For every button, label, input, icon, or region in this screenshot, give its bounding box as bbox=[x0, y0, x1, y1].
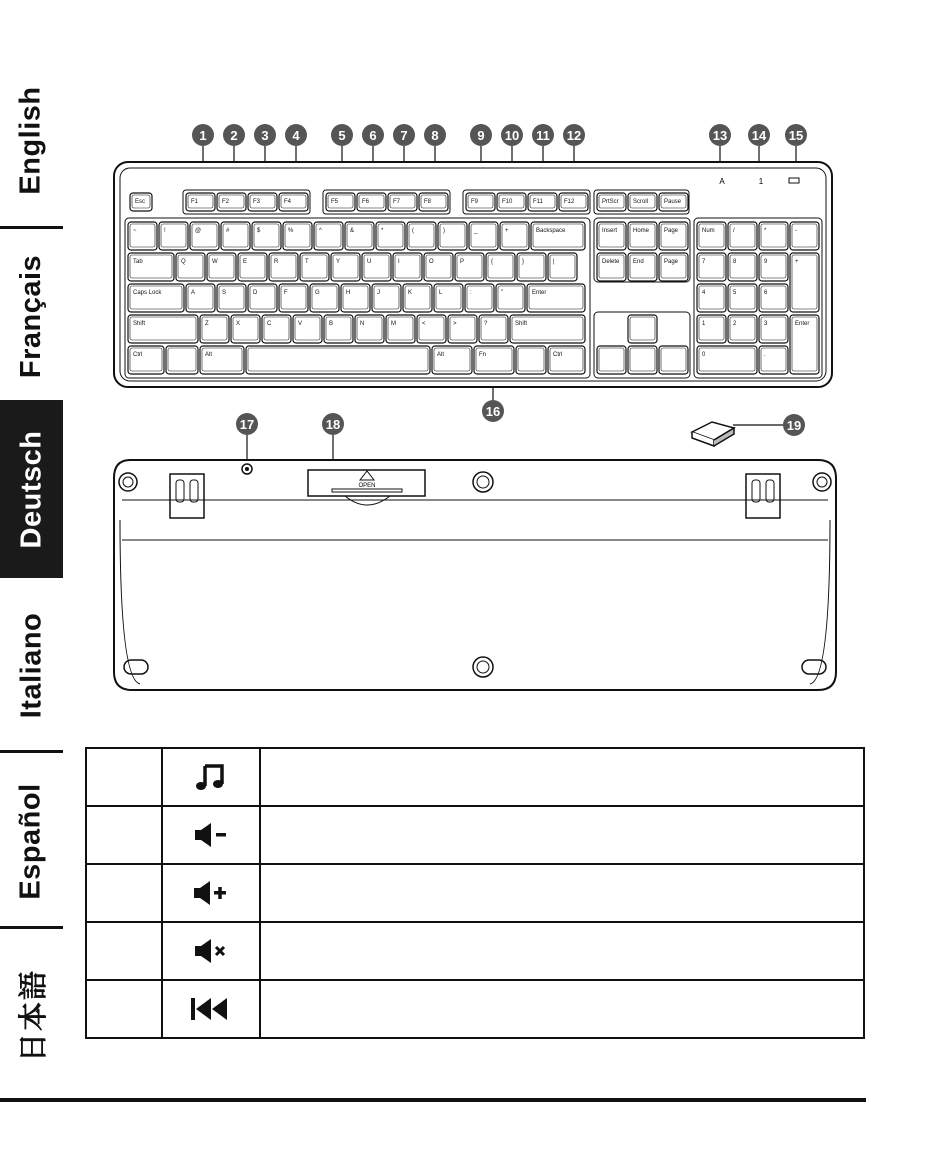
svg-text:F2: F2 bbox=[222, 199, 230, 205]
svg-text:10: 10 bbox=[504, 128, 520, 143]
callout-14 bbox=[748, 124, 770, 146]
svg-text:9: 9 bbox=[764, 259, 768, 265]
table-cell-number bbox=[86, 806, 162, 864]
key-f2 bbox=[217, 193, 246, 211]
svg-text:Fn: Fn bbox=[479, 352, 487, 358]
key bbox=[186, 284, 215, 312]
svg-text:Y: Y bbox=[336, 259, 341, 265]
svg-text:?: ? bbox=[484, 321, 488, 327]
svg-text:0: 0 bbox=[702, 352, 706, 358]
svg-text:F12: F12 bbox=[564, 199, 575, 205]
svg-text:%: % bbox=[288, 228, 294, 234]
svg-text:E: E bbox=[243, 259, 248, 265]
key-f1 bbox=[186, 193, 215, 211]
key bbox=[386, 315, 415, 343]
svg-text:I: I bbox=[398, 259, 400, 265]
key bbox=[176, 253, 205, 281]
svg-text:S: S bbox=[222, 290, 227, 296]
key-num-enter bbox=[790, 315, 819, 374]
callout-7 bbox=[393, 124, 415, 146]
key bbox=[469, 222, 498, 250]
function-table bbox=[85, 747, 865, 1039]
key-num bbox=[759, 222, 788, 250]
svg-text:Enter: Enter bbox=[795, 321, 810, 327]
svg-text:Scroll: Scroll bbox=[633, 199, 649, 205]
keyboard-bottom-view bbox=[114, 460, 836, 690]
svg-text:F3: F3 bbox=[253, 199, 261, 205]
key bbox=[438, 222, 467, 250]
key-num bbox=[728, 253, 757, 281]
key bbox=[252, 222, 281, 250]
key-fn bbox=[474, 346, 514, 374]
key-shift-left bbox=[128, 315, 198, 343]
svg-text:9: 9 bbox=[477, 128, 485, 143]
key bbox=[355, 315, 384, 343]
key bbox=[403, 284, 432, 312]
key bbox=[159, 222, 188, 250]
key-f11 bbox=[528, 193, 557, 211]
callout-9 bbox=[470, 124, 492, 146]
svg-text:~: ~ bbox=[133, 228, 137, 234]
svg-text:Page: Page bbox=[664, 259, 679, 265]
svg-text:": " bbox=[501, 290, 504, 296]
key bbox=[372, 284, 401, 312]
svg-text:Shift: Shift bbox=[133, 321, 146, 327]
svg-text:8: 8 bbox=[431, 128, 439, 143]
svg-text:Alt: Alt bbox=[437, 352, 445, 358]
key-shift-right bbox=[510, 315, 585, 343]
key-num bbox=[697, 253, 726, 281]
svg-text:Backspace: Backspace bbox=[536, 228, 566, 234]
svg-text:5: 5 bbox=[733, 290, 737, 296]
bottom-rule bbox=[0, 1098, 866, 1102]
table-cell-desc bbox=[260, 922, 864, 980]
callout-16 bbox=[482, 400, 504, 422]
key bbox=[548, 253, 577, 281]
key-ctrl-right bbox=[548, 346, 585, 374]
svg-text:(: ( bbox=[412, 228, 414, 234]
key bbox=[393, 253, 422, 281]
svg-text:+: + bbox=[795, 259, 799, 265]
key-enter bbox=[527, 284, 585, 312]
key-arrow-down bbox=[628, 346, 657, 374]
volume-down-icon bbox=[193, 821, 229, 849]
svg-text:D: D bbox=[253, 290, 258, 296]
svg-text:18: 18 bbox=[325, 417, 341, 432]
svg-text:F7: F7 bbox=[393, 199, 401, 205]
svg-text:&: & bbox=[350, 228, 355, 234]
indicator-num-label: 1 bbox=[758, 177, 764, 186]
key-arrow-up bbox=[628, 315, 657, 343]
svg-text:T: T bbox=[305, 259, 309, 265]
svg-text:Esc: Esc bbox=[135, 199, 146, 205]
svg-text:R: R bbox=[274, 259, 279, 265]
key bbox=[310, 284, 339, 312]
key-num-zero bbox=[697, 346, 757, 374]
svg-text:H: H bbox=[346, 290, 351, 296]
svg-text:F4: F4 bbox=[284, 199, 292, 205]
svg-text:A: A bbox=[191, 290, 196, 296]
music-note-icon bbox=[194, 762, 228, 792]
key bbox=[248, 284, 277, 312]
svg-text:4: 4 bbox=[702, 290, 706, 296]
key bbox=[376, 222, 405, 250]
tab-japanese[interactable] bbox=[0, 935, 63, 1095]
svg-text:12: 12 bbox=[566, 128, 582, 143]
key bbox=[221, 222, 250, 250]
key-f6 bbox=[357, 193, 386, 211]
svg-text:Z: Z bbox=[205, 321, 209, 327]
key bbox=[362, 253, 391, 281]
svg-text:}: } bbox=[522, 259, 525, 265]
key bbox=[279, 284, 308, 312]
key-num bbox=[728, 222, 757, 250]
callout-10 bbox=[501, 124, 523, 146]
callout-15 bbox=[785, 124, 807, 146]
svg-text:<: < bbox=[422, 321, 426, 327]
mute-icon bbox=[193, 937, 229, 965]
key bbox=[417, 315, 446, 343]
key bbox=[341, 284, 370, 312]
svg-text:K: K bbox=[408, 290, 413, 296]
svg-text:F1: F1 bbox=[191, 199, 199, 205]
svg-text:Page: Page bbox=[664, 228, 679, 234]
volume-up-icon bbox=[192, 879, 230, 907]
callout-12 bbox=[563, 124, 585, 146]
svg-text:F6: F6 bbox=[362, 199, 370, 205]
key-f8 bbox=[419, 193, 448, 211]
svg-text:>: > bbox=[453, 321, 457, 327]
callout-8 bbox=[424, 124, 446, 146]
table-row bbox=[86, 980, 864, 1038]
svg-text:F5: F5 bbox=[331, 199, 339, 205]
key bbox=[479, 315, 508, 343]
key bbox=[314, 222, 343, 250]
key-num bbox=[759, 253, 788, 281]
svg-text:$: $ bbox=[257, 228, 261, 234]
key-sys bbox=[659, 193, 688, 211]
svg-text:1: 1 bbox=[199, 128, 207, 143]
svg-text:*: * bbox=[381, 228, 384, 234]
tab-espanol-label: Español bbox=[15, 782, 47, 900]
svg-text:2: 2 bbox=[733, 321, 737, 327]
svg-text:Tab: Tab bbox=[133, 259, 143, 265]
tab-deutsch-label: Deutsch bbox=[15, 430, 48, 548]
key-f9 bbox=[466, 193, 495, 211]
key-esc bbox=[130, 193, 152, 211]
svg-text:7: 7 bbox=[702, 259, 706, 265]
svg-text:Delete: Delete bbox=[602, 259, 620, 265]
svg-text:-: - bbox=[795, 228, 797, 234]
svg-text:X: X bbox=[236, 321, 241, 327]
key bbox=[496, 284, 525, 312]
svg-text:B: B bbox=[329, 321, 334, 327]
svg-text:+: + bbox=[505, 228, 509, 234]
key bbox=[238, 253, 267, 281]
svg-text:14: 14 bbox=[751, 128, 767, 143]
svg-text:{: { bbox=[491, 259, 494, 265]
svg-text:13: 13 bbox=[712, 128, 728, 143]
key-num bbox=[728, 315, 757, 343]
callout-5 bbox=[331, 124, 353, 146]
svg-text:5: 5 bbox=[338, 128, 346, 143]
svg-text:): ) bbox=[443, 228, 445, 234]
key bbox=[331, 253, 360, 281]
svg-text:3: 3 bbox=[261, 128, 269, 143]
key-arrow-left bbox=[597, 346, 626, 374]
svg-text:.: . bbox=[764, 352, 766, 358]
key bbox=[486, 253, 515, 281]
svg-text:6: 6 bbox=[369, 128, 377, 143]
key bbox=[345, 222, 374, 250]
key-ctrl-left bbox=[128, 346, 164, 374]
svg-text:O: O bbox=[429, 259, 434, 265]
key bbox=[217, 284, 246, 312]
key-capslock bbox=[128, 284, 184, 312]
svg-text:@: @ bbox=[195, 228, 202, 234]
key bbox=[262, 315, 291, 343]
table-cell-icon bbox=[162, 922, 260, 980]
svg-text:_: _ bbox=[474, 228, 478, 234]
key-nav bbox=[659, 222, 688, 250]
key bbox=[269, 253, 298, 281]
tab-divider bbox=[0, 926, 63, 929]
svg-text:#: # bbox=[226, 228, 230, 234]
table-cell-icon bbox=[162, 748, 260, 806]
table-cell-icon bbox=[162, 806, 260, 864]
svg-text:/: / bbox=[733, 228, 735, 234]
key-sys bbox=[597, 193, 626, 211]
svg-text:2: 2 bbox=[230, 128, 238, 143]
table-cell-desc bbox=[260, 806, 864, 864]
svg-text:19: 19 bbox=[786, 418, 802, 433]
svg-text:Pause: Pause bbox=[664, 199, 682, 205]
svg-text:C: C bbox=[267, 321, 272, 327]
key bbox=[300, 253, 329, 281]
key bbox=[424, 253, 453, 281]
svg-text:|: | bbox=[553, 259, 555, 265]
callout-1 bbox=[192, 124, 214, 146]
key-num bbox=[790, 222, 819, 250]
svg-text:F10: F10 bbox=[502, 199, 513, 205]
svg-text:Caps Lock: Caps Lock bbox=[133, 290, 162, 296]
svg-text:!: ! bbox=[164, 228, 166, 234]
svg-text:F8: F8 bbox=[424, 199, 432, 205]
key-num bbox=[697, 284, 726, 312]
svg-text:Ctrl: Ctrl bbox=[133, 352, 143, 358]
callout-3 bbox=[254, 124, 276, 146]
key-num-plus bbox=[790, 253, 819, 312]
svg-text:^: ^ bbox=[319, 228, 322, 234]
key-f10 bbox=[497, 193, 526, 211]
key bbox=[231, 315, 260, 343]
key bbox=[465, 284, 494, 312]
key-sys bbox=[628, 193, 657, 211]
table-cell-desc bbox=[260, 748, 864, 806]
indicator-caps-label: A bbox=[719, 177, 725, 186]
svg-text:Insert: Insert bbox=[602, 228, 618, 234]
callout-2 bbox=[223, 124, 245, 146]
key-num bbox=[697, 315, 726, 343]
key bbox=[324, 315, 353, 343]
key bbox=[448, 315, 477, 343]
key-nav bbox=[597, 253, 626, 281]
svg-text:Ctrl: Ctrl bbox=[553, 352, 563, 358]
key bbox=[434, 284, 463, 312]
svg-text:4: 4 bbox=[292, 128, 300, 143]
svg-text:F: F bbox=[284, 290, 288, 296]
callout-11 bbox=[532, 124, 554, 146]
svg-text:17: 17 bbox=[239, 417, 255, 432]
key bbox=[407, 222, 436, 250]
svg-text:Shift: Shift bbox=[515, 321, 528, 327]
key-num bbox=[759, 315, 788, 343]
key-nav bbox=[628, 253, 657, 281]
previous-track-icon bbox=[189, 995, 233, 1023]
table-cell-number bbox=[86, 980, 162, 1038]
table-cell-desc bbox=[260, 864, 864, 922]
key-f12 bbox=[559, 193, 588, 211]
svg-text:End: End bbox=[633, 259, 644, 265]
svg-text:7: 7 bbox=[400, 128, 408, 143]
key-f5 bbox=[326, 193, 355, 211]
table-cell-number bbox=[86, 864, 162, 922]
tab-english-label: English bbox=[15, 85, 48, 195]
key bbox=[200, 315, 229, 343]
svg-text:Num: Num bbox=[702, 228, 715, 234]
key bbox=[293, 315, 322, 343]
tab-italiano-label: Italiano bbox=[15, 612, 48, 718]
callout-19 bbox=[783, 414, 805, 436]
svg-text:U: U bbox=[367, 259, 372, 265]
svg-text:W: W bbox=[212, 259, 218, 265]
key-num bbox=[759, 346, 788, 374]
table-row bbox=[86, 806, 864, 864]
table-row bbox=[86, 748, 864, 806]
key bbox=[455, 253, 484, 281]
svg-text:Alt: Alt bbox=[205, 352, 213, 358]
key-f7 bbox=[388, 193, 417, 211]
table-row bbox=[86, 922, 864, 980]
svg-text:V: V bbox=[298, 321, 303, 327]
battery-cover-label: OPEN bbox=[358, 483, 376, 489]
svg-text:J: J bbox=[377, 290, 380, 296]
callout-4 bbox=[285, 124, 307, 146]
svg-text:F9: F9 bbox=[471, 199, 479, 205]
key-tab bbox=[128, 253, 174, 281]
svg-text:L: L bbox=[439, 290, 443, 296]
key-alt-right bbox=[432, 346, 472, 374]
svg-text:P: P bbox=[460, 259, 465, 265]
svg-text:6: 6 bbox=[764, 290, 768, 296]
table-cell-icon bbox=[162, 864, 260, 922]
svg-text::: : bbox=[470, 290, 472, 296]
svg-text:PrtScr: PrtScr bbox=[602, 199, 619, 205]
key-nav bbox=[597, 222, 626, 250]
key-arrow-right bbox=[659, 346, 688, 374]
key bbox=[128, 222, 157, 250]
keyboard-keys bbox=[125, 190, 822, 378]
callout-17 bbox=[236, 413, 258, 435]
key-num bbox=[728, 284, 757, 312]
svg-text:3: 3 bbox=[764, 321, 768, 327]
table-cell-icon bbox=[162, 980, 260, 1038]
key bbox=[517, 253, 546, 281]
svg-text:F11: F11 bbox=[533, 199, 543, 205]
svg-text:N: N bbox=[360, 321, 365, 327]
tab-espanol[interactable] bbox=[0, 760, 63, 922]
svg-text:M: M bbox=[391, 321, 396, 327]
key bbox=[283, 222, 312, 250]
tab-divider bbox=[0, 750, 63, 753]
callout-13 bbox=[709, 124, 731, 146]
key-f3 bbox=[248, 193, 277, 211]
svg-text:*: * bbox=[764, 228, 767, 234]
table-cell-number bbox=[86, 922, 162, 980]
key-num bbox=[759, 284, 788, 312]
svg-text:15: 15 bbox=[788, 128, 804, 143]
usb-receiver-icon bbox=[692, 422, 734, 446]
table-cell-desc bbox=[260, 980, 864, 1038]
key-space bbox=[246, 346, 430, 374]
tab-japanese-label: 日本語 bbox=[16, 968, 51, 1062]
svg-text:16: 16 bbox=[485, 404, 501, 419]
callout-18 bbox=[322, 413, 344, 435]
key bbox=[207, 253, 236, 281]
svg-text:Q: Q bbox=[181, 259, 186, 265]
key-menu bbox=[516, 346, 546, 374]
svg-text:8: 8 bbox=[733, 259, 737, 265]
callout-6 bbox=[362, 124, 384, 146]
key bbox=[190, 222, 219, 250]
key-f4 bbox=[279, 193, 308, 211]
svg-text:1: 1 bbox=[702, 321, 706, 327]
key-nav bbox=[659, 253, 688, 281]
table-row bbox=[86, 864, 864, 922]
key bbox=[500, 222, 529, 250]
key-windows bbox=[166, 346, 198, 374]
key-alt-left bbox=[200, 346, 244, 374]
svg-text:Home: Home bbox=[633, 228, 650, 234]
svg-text:G: G bbox=[315, 290, 320, 296]
key-nav bbox=[628, 222, 657, 250]
table-cell-number bbox=[86, 748, 162, 806]
tab-francais-label: Français bbox=[15, 254, 48, 378]
svg-text:11: 11 bbox=[536, 128, 550, 143]
key-numlock bbox=[697, 222, 726, 250]
svg-text:Enter: Enter bbox=[532, 290, 547, 296]
key-backspace bbox=[531, 222, 585, 250]
